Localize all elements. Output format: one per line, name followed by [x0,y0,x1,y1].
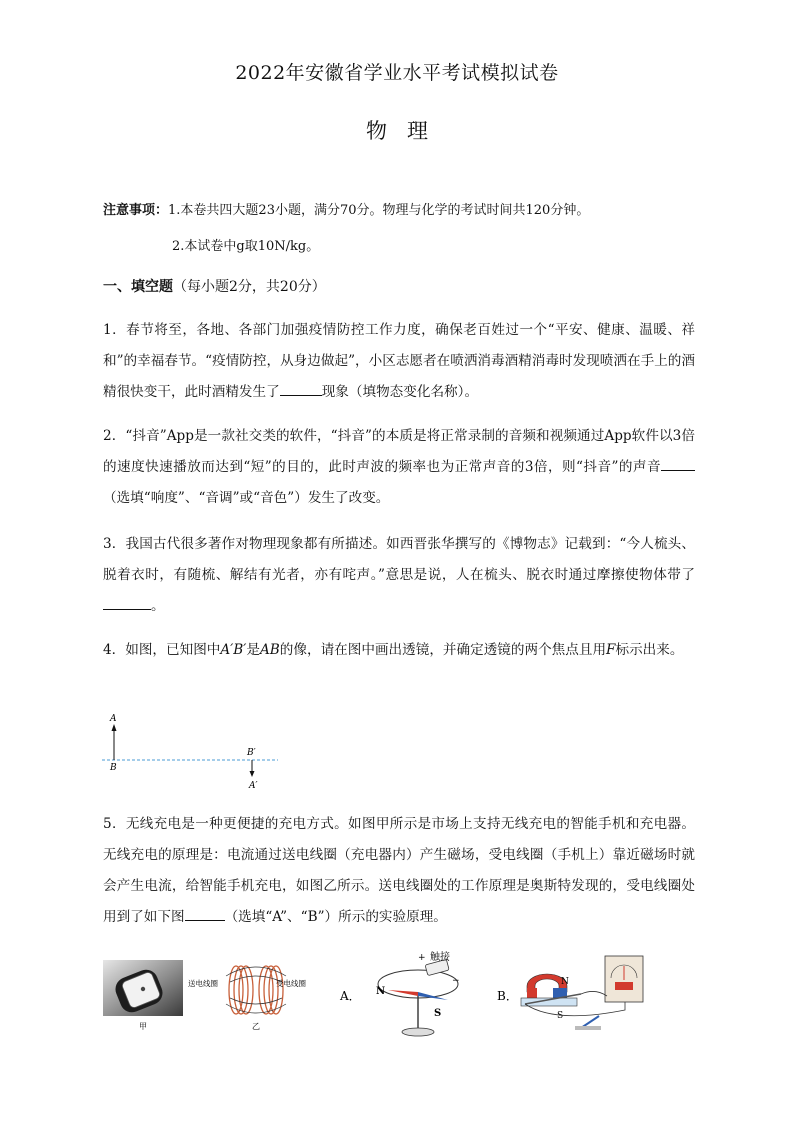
q1-answer-blank[interactable] [280,381,322,396]
lens-figure[interactable] [100,710,280,795]
q4-image-label: A′B′ [220,642,247,658]
minus-sign: − [452,976,460,986]
question-4 [103,635,695,666]
switch-base [575,1026,601,1030]
plus-sign: + [418,953,426,963]
q4-text-1: 4．如图，已知图中 [103,642,221,658]
q5-text: 5．无线充电是一种更便捷的充电方式。如图甲所示是市场上支持无线充电的智能手机和充电器。无线充电的原理是：电流通过送电线圈（充电器内）产生磁场，受电线圈（手机上）靠近磁场时就会产生电流，给智能手机充电，如图乙所示。送电线圈处的工作原理是奥斯特发现的，受电线圈处用到了如下图 [103,816,695,925]
label-b-prime: B′ [247,748,256,758]
label-b: B [110,763,117,773]
phone-camera-icon [141,987,145,991]
q5-answer-blank[interactable] [185,906,225,921]
magnetic-field-lines [226,967,286,1013]
galvanometer-window [615,982,633,990]
q2-answer-blank[interactable] [661,456,695,471]
touch-label: 触接 [430,952,450,963]
option-b-induction[interactable] [495,948,655,1043]
object-arrowhead-icon [112,724,117,731]
figure-yi-coils [186,960,316,1032]
notice-item-1: 1.本卷共四大题23小题，满分70分。物理与化学的考试时间共120分钟。 [168,203,590,218]
sending-coil-icon [229,966,253,1014]
notice-label: 注意事项： [103,203,169,218]
q4-text-2: 是 [246,642,260,658]
question-3 [103,529,695,622]
magnet-pole-s [527,988,537,998]
q2-text-end: （选填“响度”、“音调”或“音色”）发生了改变。 [103,490,390,506]
exam-title: 2022年安徽省学业水平考试模拟试卷 [235,62,559,84]
section-title: 一、填空题 [103,279,173,295]
q4-focus-label: F [606,642,616,658]
q4-text-3: 的像，请在图中画出透镜，并确定透镜的两个焦点且用 [279,642,607,658]
q1-text-end: 现象（填物态变化名称）。 [321,384,479,400]
pole-n-label: N [561,977,569,987]
option-b-label: B． [497,989,518,1003]
label-a-prime: A′ [249,781,258,791]
question-2 [103,421,695,514]
label-a: A [110,714,117,724]
label-jia: 甲 [139,1022,147,1031]
q3-text-end: 。 [151,598,165,614]
subject-title: 物理 [366,119,448,143]
label-send-coil: 送电线圈 [188,979,218,988]
pole-s-label: S [557,1011,564,1021]
notice-item-2: 2.本试卷中g取10N/kg。 [172,239,320,254]
receiving-coil-icon [259,966,283,1014]
q4-object-label: AB [259,642,280,658]
section-heading [103,276,326,296]
q2-text: 2．“抖音”App是一款社交类的软件，“抖音”的本质是将正常录制的音频和视频通过App软件以3倍的速度快速播放而达到“短”的目的，此时声波的频率也为正常声音的3倍，则“抖音”的声音 [103,428,695,475]
needle-n-label: N [376,986,386,997]
option-a-label: A． [340,989,361,1003]
q1-text: 1．春节将至，各地、各部门加强疫情防控工作力度，确保老百姓过一个“平安、健康、温暖、祥和”的幸福春节。“疫情防控，从身边做起”，小区志愿者在喷洒消毒酒精消毒时发现喷洒在手上的酒精很快变干，此时酒精发生了 [103,322,695,400]
section-note: （每小题2分，共20分） [173,279,326,295]
question-1 [103,315,695,408]
figure-jia-phone-charger [103,960,183,1032]
q3-text: 3．我国古代很多著作对物理现象都有所描述。如西晋张华撰写的《博物志》记载到：“今人梳头、脱着衣时，有随梳、解结有光者，亦有咤声。”意思是说，人在梳头、脱衣时通过摩擦使物体带了 [103,536,695,583]
label-recv-coil: 受电线圈 [276,979,306,988]
label-yi: 乙 [252,1022,260,1031]
q3-answer-blank[interactable] [103,595,151,610]
q4-text-4: 标示出来。 [615,642,684,658]
needle-south-half [418,992,448,1000]
stand-base [402,1028,434,1036]
needle-s-label: S [434,1008,442,1019]
question-5 [103,809,695,933]
option-a-oersted[interactable] [338,948,478,1043]
notice-line-1 [103,199,589,218]
q5-text-end: （选填“A”、“B”）所示的实验原理。 [224,909,447,925]
image-arrowhead-icon [250,771,255,777]
